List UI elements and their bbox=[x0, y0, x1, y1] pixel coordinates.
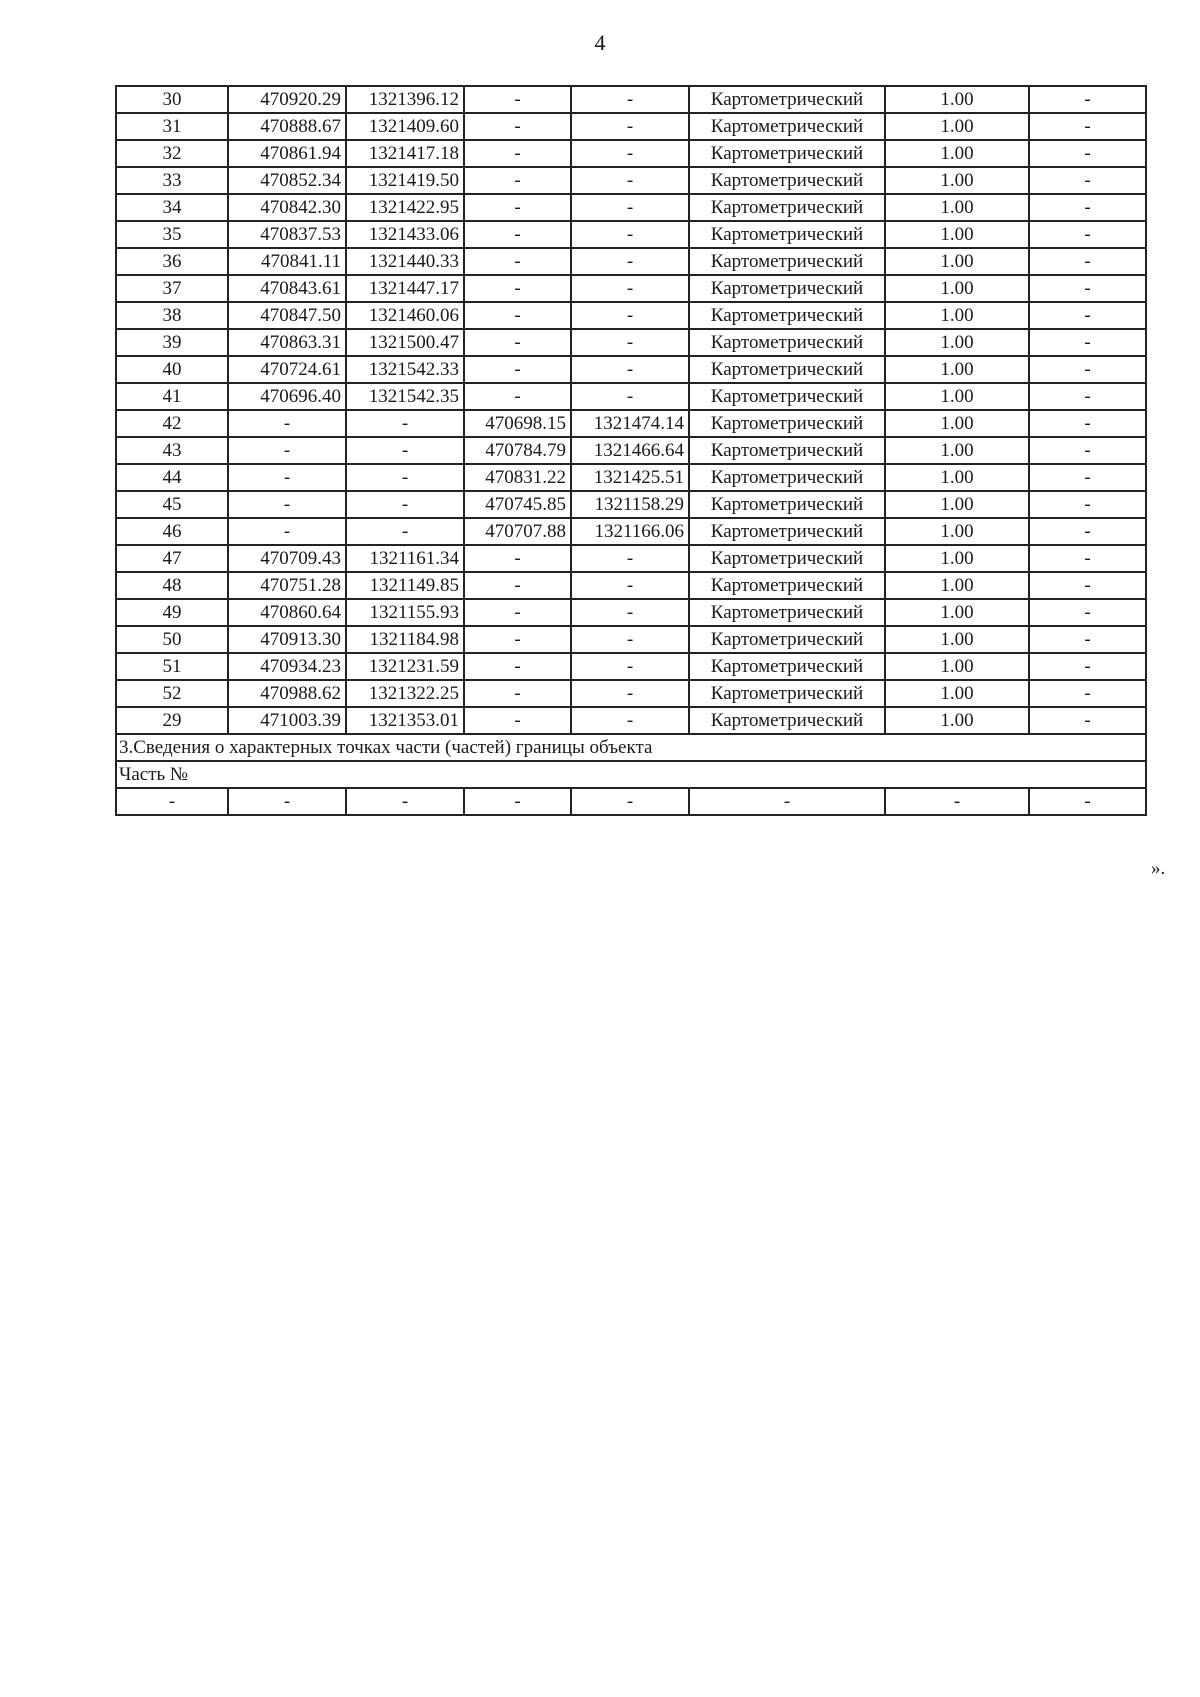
accuracy-cell: 1.00 bbox=[885, 707, 1029, 734]
point-number-cell: 52 bbox=[116, 680, 228, 707]
point-number-cell: 39 bbox=[116, 329, 228, 356]
x2-coord-cell: - bbox=[464, 248, 571, 275]
y2-coord-cell: - bbox=[571, 545, 689, 572]
y2-coord-cell: - bbox=[571, 680, 689, 707]
empty-cell: - bbox=[228, 788, 346, 815]
y-coord-cell: 1321440.33 bbox=[346, 248, 464, 275]
description-cell: - bbox=[1029, 86, 1146, 113]
empty-cell: - bbox=[116, 788, 228, 815]
method-cell: Картометрический bbox=[689, 626, 885, 653]
y-coord-cell: - bbox=[346, 518, 464, 545]
method-cell: Картометрический bbox=[689, 275, 885, 302]
accuracy-cell: 1.00 bbox=[885, 410, 1029, 437]
y-coord-cell: 1321542.35 bbox=[346, 383, 464, 410]
section-3 bbox=[116, 734, 1146, 815]
y2-coord-cell: 1321425.51 bbox=[571, 464, 689, 491]
point-number-cell: 35 bbox=[116, 221, 228, 248]
table-row bbox=[116, 653, 1146, 680]
method-cell: Картометрический bbox=[689, 599, 885, 626]
point-number-cell: 41 bbox=[116, 383, 228, 410]
point-number-cell: 46 bbox=[116, 518, 228, 545]
x2-coord-cell: - bbox=[464, 707, 571, 734]
point-number-cell: 31 bbox=[116, 113, 228, 140]
y-coord-cell: - bbox=[346, 410, 464, 437]
accuracy-cell: 1.00 bbox=[885, 302, 1029, 329]
part-number-row bbox=[116, 761, 1146, 788]
y-coord-cell: 1321231.59 bbox=[346, 653, 464, 680]
description-cell: - bbox=[1029, 491, 1146, 518]
description-cell: - bbox=[1029, 545, 1146, 572]
method-cell: Картометрический bbox=[689, 707, 885, 734]
x-coord-cell: - bbox=[228, 464, 346, 491]
x-coord-cell: 470751.28 bbox=[228, 572, 346, 599]
y-coord-cell: 1321419.50 bbox=[346, 167, 464, 194]
y2-coord-cell: - bbox=[571, 653, 689, 680]
empty-cell: - bbox=[346, 788, 464, 815]
method-cell: Картометрический bbox=[689, 248, 885, 275]
point-number-cell: 45 bbox=[116, 491, 228, 518]
y-coord-cell: 1321433.06 bbox=[346, 221, 464, 248]
accuracy-cell: 1.00 bbox=[885, 653, 1029, 680]
method-cell: Картометрический bbox=[689, 329, 885, 356]
description-cell: - bbox=[1029, 140, 1146, 167]
x-coord-cell: 470861.94 bbox=[228, 140, 346, 167]
accuracy-cell: 1.00 bbox=[885, 518, 1029, 545]
y2-coord-cell: 1321158.29 bbox=[571, 491, 689, 518]
method-cell: Картометрический bbox=[689, 113, 885, 140]
y2-coord-cell: - bbox=[571, 707, 689, 734]
table-row bbox=[116, 626, 1146, 653]
closing-quote-mark: ». bbox=[1151, 858, 1166, 879]
point-number-cell: 40 bbox=[116, 356, 228, 383]
empty-cell: - bbox=[571, 788, 689, 815]
description-cell: - bbox=[1029, 329, 1146, 356]
section-3-title-row bbox=[116, 734, 1146, 761]
description-cell: - bbox=[1029, 221, 1146, 248]
empty-cell: - bbox=[1029, 788, 1146, 815]
y2-coord-cell: - bbox=[571, 329, 689, 356]
accuracy-cell: 1.00 bbox=[885, 545, 1029, 572]
x2-coord-cell: - bbox=[464, 194, 571, 221]
accuracy-cell: 1.00 bbox=[885, 86, 1029, 113]
accuracy-cell: 1.00 bbox=[885, 194, 1029, 221]
x2-coord-cell: 470784.79 bbox=[464, 437, 571, 464]
method-cell: Картометрический bbox=[689, 545, 885, 572]
method-cell: Картометрический bbox=[689, 140, 885, 167]
y2-coord-cell: - bbox=[571, 572, 689, 599]
x-coord-cell: 470841.11 bbox=[228, 248, 346, 275]
point-number-cell: 44 bbox=[116, 464, 228, 491]
x2-coord-cell: - bbox=[464, 221, 571, 248]
method-cell: Картометрический bbox=[689, 221, 885, 248]
x2-coord-cell: - bbox=[464, 680, 571, 707]
table-row bbox=[116, 383, 1146, 410]
y2-coord-cell: 1321474.14 bbox=[571, 410, 689, 437]
table-row bbox=[116, 680, 1146, 707]
x2-coord-cell: - bbox=[464, 329, 571, 356]
point-number-cell: 48 bbox=[116, 572, 228, 599]
accuracy-cell: 1.00 bbox=[885, 140, 1029, 167]
y-coord-cell: 1321322.25 bbox=[346, 680, 464, 707]
x-coord-cell: - bbox=[228, 410, 346, 437]
x-coord-cell: - bbox=[228, 491, 346, 518]
x2-coord-cell: - bbox=[464, 599, 571, 626]
x-coord-cell: 470842.30 bbox=[228, 194, 346, 221]
point-number-cell: 30 bbox=[116, 86, 228, 113]
accuracy-cell: 1.00 bbox=[885, 491, 1029, 518]
x-coord-cell: 470913.30 bbox=[228, 626, 346, 653]
description-cell: - bbox=[1029, 410, 1146, 437]
method-cell: Картометрический bbox=[689, 383, 885, 410]
x-coord-cell: 470863.31 bbox=[228, 329, 346, 356]
point-number-cell: 47 bbox=[116, 545, 228, 572]
table-body bbox=[116, 86, 1146, 734]
accuracy-cell: 1.00 bbox=[885, 275, 1029, 302]
x-coord-cell: - bbox=[228, 437, 346, 464]
accuracy-cell: 1.00 bbox=[885, 680, 1029, 707]
y2-coord-cell: - bbox=[571, 86, 689, 113]
part-number-label: Часть № bbox=[116, 761, 1146, 788]
description-cell: - bbox=[1029, 248, 1146, 275]
point-number-cell: 43 bbox=[116, 437, 228, 464]
y-coord-cell: 1321460.06 bbox=[346, 302, 464, 329]
x-coord-cell: 470988.62 bbox=[228, 680, 346, 707]
accuracy-cell: 1.00 bbox=[885, 329, 1029, 356]
x-coord-cell: 470724.61 bbox=[228, 356, 346, 383]
y-coord-cell: - bbox=[346, 464, 464, 491]
method-cell: Картометрический bbox=[689, 518, 885, 545]
description-cell: - bbox=[1029, 356, 1146, 383]
x2-coord-cell: - bbox=[464, 302, 571, 329]
y2-coord-cell: - bbox=[571, 356, 689, 383]
y-coord-cell: 1321353.01 bbox=[346, 707, 464, 734]
accuracy-cell: 1.00 bbox=[885, 437, 1029, 464]
section-3-title: 3.Сведения о характерных точках части (частей) границы объекта bbox=[116, 734, 1146, 761]
point-number-cell: 51 bbox=[116, 653, 228, 680]
accuracy-cell: 1.00 bbox=[885, 599, 1029, 626]
x-coord-cell: 470934.23 bbox=[228, 653, 346, 680]
y-coord-cell: 1321409.60 bbox=[346, 113, 464, 140]
accuracy-cell: 1.00 bbox=[885, 464, 1029, 491]
description-cell: - bbox=[1029, 653, 1146, 680]
method-cell: Картометрический bbox=[689, 464, 885, 491]
table-row bbox=[116, 572, 1146, 599]
x2-coord-cell: - bbox=[464, 275, 571, 302]
x-coord-cell: 470837.53 bbox=[228, 221, 346, 248]
description-cell: - bbox=[1029, 275, 1146, 302]
x2-coord-cell: - bbox=[464, 383, 571, 410]
x-coord-cell: 470860.64 bbox=[228, 599, 346, 626]
point-number-cell: 42 bbox=[116, 410, 228, 437]
method-cell: Картометрический bbox=[689, 680, 885, 707]
y-coord-cell: 1321155.93 bbox=[346, 599, 464, 626]
description-cell: - bbox=[1029, 626, 1146, 653]
point-number-cell: 36 bbox=[116, 248, 228, 275]
y-coord-cell: 1321447.17 bbox=[346, 275, 464, 302]
x-coord-cell: 470843.61 bbox=[228, 275, 346, 302]
description-cell: - bbox=[1029, 572, 1146, 599]
x2-coord-cell: 470831.22 bbox=[464, 464, 571, 491]
table-row bbox=[116, 464, 1146, 491]
table-row bbox=[116, 302, 1146, 329]
x-coord-cell: 470920.29 bbox=[228, 86, 346, 113]
description-cell: - bbox=[1029, 707, 1146, 734]
method-cell: Картометрический bbox=[689, 491, 885, 518]
method-cell: Картометрический bbox=[689, 167, 885, 194]
point-number-cell: 33 bbox=[116, 167, 228, 194]
point-number-cell: 34 bbox=[116, 194, 228, 221]
y2-coord-cell: - bbox=[571, 275, 689, 302]
y2-coord-cell: - bbox=[571, 167, 689, 194]
table-row bbox=[116, 329, 1146, 356]
x2-coord-cell: - bbox=[464, 653, 571, 680]
x-coord-cell: 470888.67 bbox=[228, 113, 346, 140]
table-row bbox=[116, 221, 1146, 248]
method-cell: Картометрический bbox=[689, 437, 885, 464]
x2-coord-cell: 470707.88 bbox=[464, 518, 571, 545]
x-coord-cell: 470852.34 bbox=[228, 167, 346, 194]
x2-coord-cell: - bbox=[464, 113, 571, 140]
y2-coord-cell: - bbox=[571, 302, 689, 329]
y-coord-cell: 1321542.33 bbox=[346, 356, 464, 383]
description-cell: - bbox=[1029, 302, 1146, 329]
description-cell: - bbox=[1029, 194, 1146, 221]
table-row bbox=[116, 599, 1146, 626]
accuracy-cell: 1.00 bbox=[885, 356, 1029, 383]
point-number-cell: 50 bbox=[116, 626, 228, 653]
method-cell: Картометрический bbox=[689, 356, 885, 383]
table-row bbox=[116, 518, 1146, 545]
y2-coord-cell: - bbox=[571, 383, 689, 410]
description-cell: - bbox=[1029, 113, 1146, 140]
table-row bbox=[116, 491, 1146, 518]
empty-cell: - bbox=[464, 788, 571, 815]
x-coord-cell: 471003.39 bbox=[228, 707, 346, 734]
description-cell: - bbox=[1029, 599, 1146, 626]
method-cell: Картометрический bbox=[689, 410, 885, 437]
x-coord-cell: 470847.50 bbox=[228, 302, 346, 329]
x2-coord-cell: - bbox=[464, 167, 571, 194]
y-coord-cell: - bbox=[346, 437, 464, 464]
boundary-points-table bbox=[115, 85, 1147, 816]
table-row bbox=[116, 545, 1146, 572]
x2-coord-cell: - bbox=[464, 572, 571, 599]
x-coord-cell: 470709.43 bbox=[228, 545, 346, 572]
method-cell: Картометрический bbox=[689, 653, 885, 680]
x-coord-cell: - bbox=[228, 518, 346, 545]
y-coord-cell: - bbox=[346, 491, 464, 518]
y-coord-cell: 1321417.18 bbox=[346, 140, 464, 167]
y2-coord-cell: 1321466.64 bbox=[571, 437, 689, 464]
accuracy-cell: 1.00 bbox=[885, 221, 1029, 248]
accuracy-cell: 1.00 bbox=[885, 167, 1029, 194]
y2-coord-cell: - bbox=[571, 248, 689, 275]
y-coord-cell: 1321422.95 bbox=[346, 194, 464, 221]
y2-coord-cell: - bbox=[571, 194, 689, 221]
method-cell: Картометрический bbox=[689, 194, 885, 221]
y2-coord-cell: 1321166.06 bbox=[571, 518, 689, 545]
accuracy-cell: 1.00 bbox=[885, 626, 1029, 653]
description-cell: - bbox=[1029, 680, 1146, 707]
y2-coord-cell: - bbox=[571, 221, 689, 248]
y-coord-cell: 1321149.85 bbox=[346, 572, 464, 599]
table-row bbox=[116, 113, 1146, 140]
table-row bbox=[116, 140, 1146, 167]
point-number-cell: 37 bbox=[116, 275, 228, 302]
description-cell: - bbox=[1029, 518, 1146, 545]
y-coord-cell: 1321396.12 bbox=[346, 86, 464, 113]
x2-coord-cell: - bbox=[464, 86, 571, 113]
page-number: 4 bbox=[594, 30, 606, 55]
y-coord-cell: 1321500.47 bbox=[346, 329, 464, 356]
table-row bbox=[116, 437, 1146, 464]
y2-coord-cell: - bbox=[571, 626, 689, 653]
table-row bbox=[116, 167, 1146, 194]
accuracy-cell: 1.00 bbox=[885, 572, 1029, 599]
empty-cell: - bbox=[689, 788, 885, 815]
description-cell: - bbox=[1029, 464, 1146, 491]
point-number-cell: 32 bbox=[116, 140, 228, 167]
x2-coord-cell: - bbox=[464, 626, 571, 653]
x2-coord-cell: 470698.15 bbox=[464, 410, 571, 437]
empty-cell: - bbox=[885, 788, 1029, 815]
point-number-cell: 49 bbox=[116, 599, 228, 626]
table-row bbox=[116, 410, 1146, 437]
point-number-cell: 38 bbox=[116, 302, 228, 329]
y2-coord-cell: - bbox=[571, 140, 689, 167]
accuracy-cell: 1.00 bbox=[885, 248, 1029, 275]
table-row bbox=[116, 248, 1146, 275]
x2-coord-cell: - bbox=[464, 356, 571, 383]
y2-coord-cell: - bbox=[571, 113, 689, 140]
accuracy-cell: 1.00 bbox=[885, 383, 1029, 410]
y-coord-cell: 1321161.34 bbox=[346, 545, 464, 572]
method-cell: Картометрический bbox=[689, 86, 885, 113]
x-coord-cell: 470696.40 bbox=[228, 383, 346, 410]
description-cell: - bbox=[1029, 437, 1146, 464]
method-cell: Картометрический bbox=[689, 302, 885, 329]
y-coord-cell: 1321184.98 bbox=[346, 626, 464, 653]
y2-coord-cell: - bbox=[571, 599, 689, 626]
section-3-empty-row bbox=[116, 788, 1146, 815]
method-cell: Картометрический bbox=[689, 572, 885, 599]
table-row bbox=[116, 194, 1146, 221]
description-cell: - bbox=[1029, 167, 1146, 194]
x2-coord-cell: 470745.85 bbox=[464, 491, 571, 518]
table-row bbox=[116, 275, 1146, 302]
accuracy-cell: 1.00 bbox=[885, 113, 1029, 140]
point-number-cell: 29 bbox=[116, 707, 228, 734]
x2-coord-cell: - bbox=[464, 140, 571, 167]
table-row bbox=[116, 707, 1146, 734]
table-row bbox=[116, 356, 1146, 383]
x2-coord-cell: - bbox=[464, 545, 571, 572]
description-cell: - bbox=[1029, 383, 1146, 410]
table-row bbox=[116, 86, 1146, 113]
